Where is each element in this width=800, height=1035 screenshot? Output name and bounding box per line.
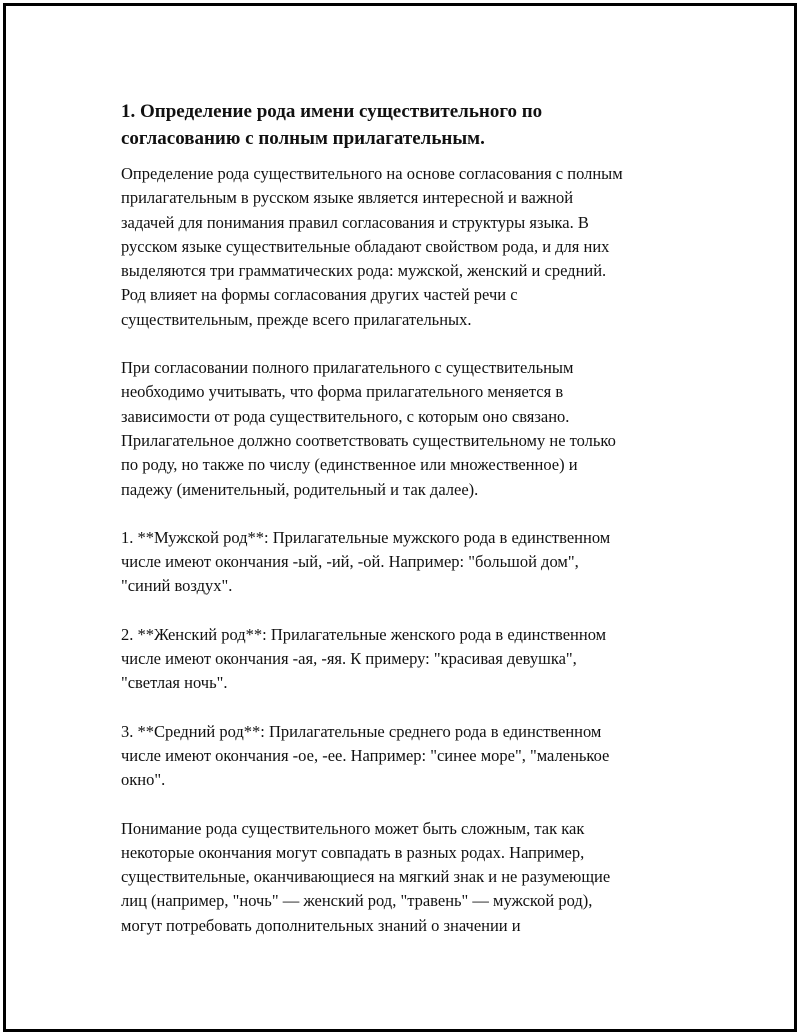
text-line: Определение рода существительного на основе согласования с полным	[121, 164, 623, 183]
text-line: числе имеют окончания -ое, -ее. Например: "синее море", "маленькое	[121, 745, 610, 765]
text-line: "синий воздух".	[121, 576, 233, 596]
heading-line: 1. Определение рода имени существительного по	[121, 101, 543, 122]
text-line: по роду, но также по числу (единственное или множественное) и	[121, 455, 578, 475]
text-line: существительные, оканчивающиеся на мягкий знак и не разумеющие	[121, 867, 611, 887]
paragraph-agreement	[121, 356, 701, 502]
text-line: падежу (именительный, родительный и так далее).	[121, 479, 479, 499]
list-item-neuter	[121, 720, 701, 793]
text-line: числе имеют окончания -ая, -яя. К примеру: "красивая девушка",	[121, 649, 577, 669]
text-line: лиц (например, "ночь" — женский род, "травень" — мужской род),	[121, 891, 593, 911]
text-line: выделяются три грамматических рода: мужской, женский и средний.	[121, 261, 607, 281]
text-line: некоторые окончания могут совпадать в разных родах. Например,	[121, 842, 585, 862]
text-line: 1. **Мужской род**: Прилагательные мужского рода в единственном	[121, 527, 611, 547]
document-body	[121, 98, 701, 962]
paragraph-intro	[121, 162, 701, 332]
text-line: "светлая ночь".	[121, 673, 228, 693]
text-line: 3. **Средний род**: Прилагательные среднего рода в единственном	[121, 721, 602, 741]
section-heading	[121, 98, 701, 152]
text-line: Род влияет на формы согласования других частей речи с	[121, 285, 518, 305]
text-line: окно".	[121, 770, 166, 790]
text-line: задачей для понимания правил согласования и структуры языка. В	[121, 212, 589, 232]
list-item-masculine	[121, 526, 701, 599]
text-line: необходимо учитывать, что форма прилагательного меняется в	[121, 382, 564, 402]
text-line: числе имеют окончания -ый, -ий, -ой. Например: "большой дом",	[121, 552, 579, 572]
text-line: зависимости от рода существительного, с которым оно связано.	[121, 406, 570, 426]
text-line: могут потребовать дополнительных знаний о значении и	[121, 915, 521, 935]
text-line: Понимание рода существительного может быть сложным, так как	[121, 818, 585, 838]
text-line: При согласовании полного прилагательного с существительным	[121, 358, 574, 378]
text-line: Прилагательное должно соответствовать существительному не только	[121, 430, 616, 450]
text-line: 2. **Женский род**: Прилагательные женского рода в единственном	[121, 624, 607, 644]
page-frame	[3, 3, 797, 1032]
heading-line: согласованию с полным прилагательным.	[121, 128, 485, 149]
paragraph-difficulty	[121, 817, 701, 938]
text-line: русском языке существительные обладают свойством рода, и для них	[121, 236, 610, 256]
text-line: существительным, прежде всего прилагательных.	[121, 309, 472, 329]
text-line: прилагательным в русском языке является интересной и важной	[121, 188, 574, 208]
list-item-feminine	[121, 623, 701, 696]
